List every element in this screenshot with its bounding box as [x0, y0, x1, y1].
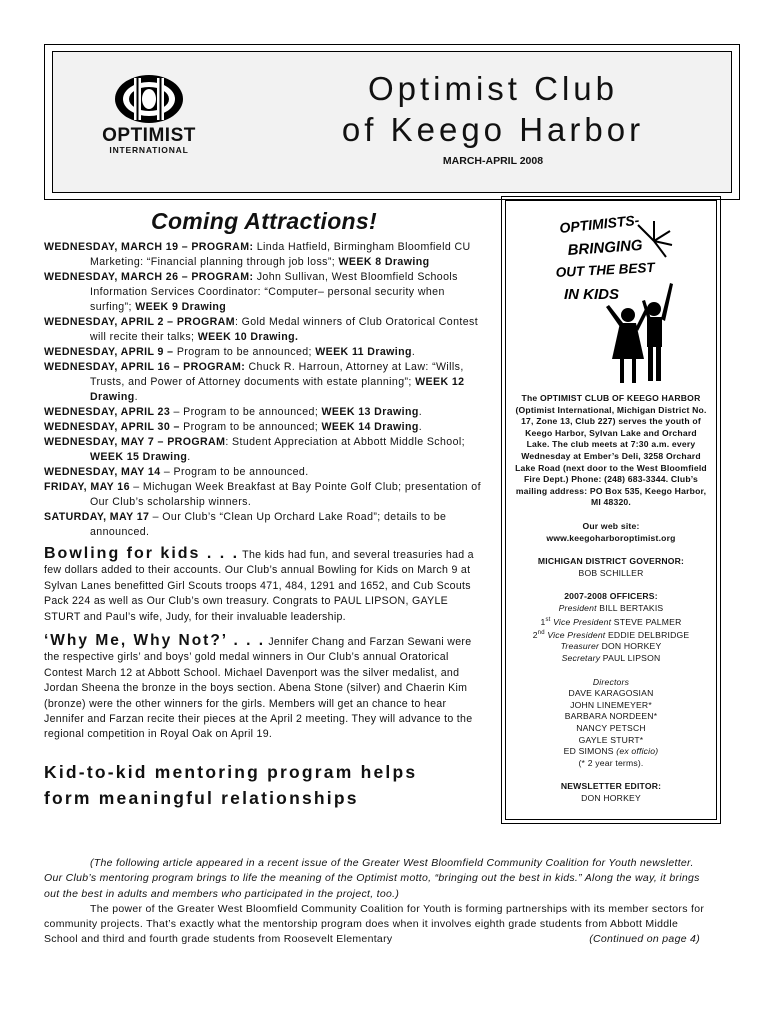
masthead-panel: [52, 51, 732, 193]
terms-footnote: (* 2 year terms).: [578, 757, 644, 768]
website-url: www.keegoharboroptimist.org: [546, 532, 676, 543]
event-date: WEDNESDAY, APRIL 16 – PROGRAM:: [44, 361, 246, 373]
event-item: [44, 315, 484, 345]
event-date: WEDNESDAY, MARCH 26 – PROGRAM:: [44, 271, 254, 283]
event-tail: .: [187, 451, 191, 463]
sidebar-text: [514, 393, 708, 817]
oratorical-text: Jennifer Chang and Farzan Sewani were the respective girls’ and boys’ gold medal winners in Our Club’s annual Oratorical Contest March 12 at Abbott School. Michael Davenport was the silver medalist, and Jordan Sheena the bronze in the boys section. Abena Stone (silver) and Chaerin Kim (bronze) were the other winners for the girls. Members will get an chance to hear Jennifer and Farzan recite their pieces at the April 2 meeting. They will advance to the regional competition in Royal Oak on April 19.: [44, 636, 473, 741]
bowling-text: The kids had fun, and several treasuries had a few dollars added to their accounts. Our Club’s annual Bowling for Kids on March 9 at Sylvan Lanes benefitted Girl Scouts troops 471, 484, 1291 and 1652, and Cub Scouts Pack 224 as well as Our Club’s own treasury. Congrats to PAUL LIPSON, GAYLE STURT and Paul’s wife, Judy, for their invaluable leadership.: [44, 549, 474, 623]
mentoring-heading-line-1: Kid-to-kid mentoring program helps: [44, 761, 418, 782]
oratorical-article: [44, 633, 484, 743]
boy-figure-icon: [642, 283, 673, 381]
directors-block: [514, 677, 708, 770]
event-description: Program to be announced;: [173, 346, 316, 358]
event-item: [44, 480, 484, 510]
mentoring-body-text: The power of the Greater West Bloomfield Community Coalition for Youth is forming partnerships with its member sectors for community projects. That’s exactly what the mentorship program does when it involves eighth grade students from Abbott Middle School and third and fourth grade students from Roosevelt Elementary: [44, 902, 705, 946]
vp2-suffix: nd: [537, 629, 545, 636]
events-list: [44, 240, 484, 540]
website-label: Our web site:: [582, 520, 640, 531]
ex-officio-note: (ex officio): [613, 746, 659, 757]
governor-block: [514, 556, 708, 579]
newsletter-title: [253, 68, 733, 150]
continued-note: (Continued on page 4): [589, 933, 700, 946]
president-role: President: [558, 602, 597, 613]
website-block: [514, 521, 708, 544]
officers-block: [514, 591, 708, 664]
treasurer-role: Treasurer: [560, 641, 600, 652]
event-description: : Gold Medal winners of Club Oratorical Contest will recite their talks;: [90, 316, 479, 343]
editor-block: [514, 781, 708, 804]
logo-subtitle: INTERNATIONAL: [109, 145, 189, 155]
event-drawing: WEEK 13 Drawing: [321, 406, 419, 418]
art-line-1: OPTIMISTS-: [558, 211, 640, 236]
mentoring-article: [44, 856, 714, 948]
event-item: [44, 405, 484, 420]
governor-label: MICHIGAN DISTRICT GOVERNOR:: [537, 556, 685, 567]
event-tail: .: [134, 391, 138, 403]
event-description: – Program to be announced.: [160, 466, 309, 478]
event-item: [44, 465, 484, 480]
director-name: NANCY PETSCH: [576, 722, 646, 733]
bringing-out-the-best-illustration: [554, 211, 674, 391]
event-item: [44, 345, 484, 360]
directors-label: Directors: [592, 676, 630, 687]
president-name: BILL BERTAKIS: [596, 602, 664, 613]
event-description: – Program to be announced;: [170, 406, 322, 418]
kids-cheering-icon: [554, 211, 674, 391]
vp1-suffix: st: [545, 616, 551, 623]
bowling-heading: Bowling for kids . . .: [44, 545, 240, 562]
event-date: WEDNESDAY, APRIL 2 – PROGRAM: [44, 316, 235, 328]
event-drawing: WEEK 11 Drawing: [315, 346, 412, 358]
optimist-international-logo: [79, 74, 219, 158]
issue-date: MARCH-APRIL 2008: [442, 155, 544, 167]
art-line-4: IN KIDS: [564, 286, 620, 303]
sunburst-icon: [638, 221, 672, 257]
event-drawing: WEEK 15 Drawing: [90, 451, 188, 463]
event-date: WEDNESDAY, MAY 7 – PROGRAM: [44, 436, 226, 448]
sidebar-panel: [505, 200, 717, 820]
logo-wordmark: OPTIMIST: [102, 125, 196, 146]
event-item: [44, 435, 484, 465]
event-drawing: WEEK 14 Drawing: [321, 421, 419, 433]
event-description: – Michugan Week Breakfast at Bay Pointe Golf Club; presentation of Our Club’s scholarship winners.: [90, 481, 481, 508]
club-info-sidebar: [501, 196, 721, 824]
event-description: Linda Hatfield, Birmingham Bloomfield CU Marketing: “Financial planning through job loss”;: [90, 241, 471, 268]
secretary-role: Secretary: [561, 653, 601, 663]
officers-label: 2007-2008 OFFICERS:: [564, 591, 658, 602]
event-tail: .: [418, 406, 423, 418]
vp2-role: Vice President: [544, 629, 606, 640]
title-line-2: of Keego Harbor: [341, 111, 645, 148]
event-drawing: WEEK 8 Drawing: [338, 256, 430, 268]
treasurer-name: DON HORKEY: [599, 641, 662, 652]
event-date: WEDNESDAY, APRIL 30 –: [44, 421, 180, 433]
event-description: – Our Club’s “Clean Up Orchard Lake Road”; details to be announced.: [90, 511, 447, 538]
event-description: Chuck R. Harroun, Attorney at Law: “Wills, Trusts, and Power of Attorney documents with estate planning”;: [90, 361, 464, 388]
event-drawing: WEEK 12 Drawing: [90, 376, 465, 403]
club-info: The OPTIMIST CLUB OF KEEGO HARBOR (Optimist International, Michigan District No. 17, Zone 13, Club 227) serves the youth of Keego Harbor, Sylvan Lake and Orchard Lake. The club meets at 7:30 a.m. every Wednesday at Ember’s Deli, 3258 Orchard Lake Road (next door to the West Bloomfield Fire Dept.) Phone: (248) 683-3344. Club’s mailing address: PO Box 535, Keego Harbor, MI 48320.: [515, 393, 707, 508]
event-drawing: WEEK 9 Drawing: [135, 301, 227, 313]
mentoring-body: [44, 902, 714, 948]
director-name: JOHN LINEMEYER*: [570, 699, 652, 710]
event-description: Program to be announced;: [179, 421, 322, 433]
title-line-1: Optimist Club: [367, 70, 619, 107]
director-name: DAVE KARAGOSIAN: [568, 688, 654, 699]
event-item: [44, 420, 484, 435]
mentoring-heading: [44, 759, 484, 811]
oratorical-heading: ‘Why Me, Why Not?’ . . .: [44, 632, 266, 650]
coming-attractions-heading: Coming Attractions!: [151, 208, 377, 234]
event-item: [44, 510, 484, 540]
event-drawing: WEEK 10 Drawing.: [197, 331, 299, 343]
girl-figure-icon: [606, 305, 649, 383]
left-column: [44, 208, 484, 811]
event-tail: .: [411, 346, 416, 358]
governor-name: BOB SCHILLER: [578, 567, 644, 578]
mentoring-heading-line-2: form meaningful relationships: [44, 787, 359, 808]
event-date: WEDNESDAY, MAY 14: [44, 466, 161, 478]
secretary-name: PAUL LIPSON: [600, 653, 661, 663]
editor-name: DON HORKEY: [581, 792, 641, 803]
event-item: [44, 360, 484, 405]
director-name: BARBARA NORDEEN*: [564, 711, 658, 722]
event-date: WEDNESDAY, APRIL 23: [44, 406, 171, 418]
event-date: FRIDAY, MAY 16: [44, 481, 130, 493]
ex-officio-name: ED SIMONS: [563, 746, 614, 757]
event-tail: .: [418, 421, 423, 433]
art-line-2: BRINGING: [567, 236, 644, 259]
event-date: WEDNESDAY, MARCH 19 – PROGRAM:: [44, 241, 254, 253]
editor-label: NEWSLETTER EDITOR:: [560, 781, 662, 792]
event-date: WEDNESDAY, APRIL 9 –: [44, 346, 174, 358]
event-item: [44, 270, 484, 315]
vp1-number: 1: [540, 616, 546, 627]
event-description: : Student Appreciation at Abbott Middle School;: [225, 436, 465, 448]
event-item: [44, 240, 484, 270]
masthead: [44, 44, 740, 200]
bowling-article: [44, 546, 484, 625]
event-date: SATURDAY, MAY 17: [44, 511, 150, 523]
director-name: GAYLE STURT*: [578, 734, 644, 745]
vp2-number: 2: [532, 629, 538, 640]
event-description: John Sullivan, West Bloomfield Schools Information Services Coordinator: “Computer– personal security when surfing”;: [90, 271, 458, 313]
mentoring-intro: (The following article appeared in a recent issue of the Greater West Bloomfield Community Coalition for Youth newsletter. Our Club’s mentoring program brings to life the meaning of the Optimist motto, “bringing out the best in kids.” Along the way, it brings out the best in adults and members who participated in the project, too.): [44, 857, 700, 900]
vp1-role: Vice President: [550, 616, 612, 627]
vp2-name: EDDIE DELBRIDGE: [605, 629, 690, 640]
vp1-name: STEVE PALMER: [611, 616, 682, 627]
art-line-3: OUT THE BEST: [555, 259, 656, 280]
